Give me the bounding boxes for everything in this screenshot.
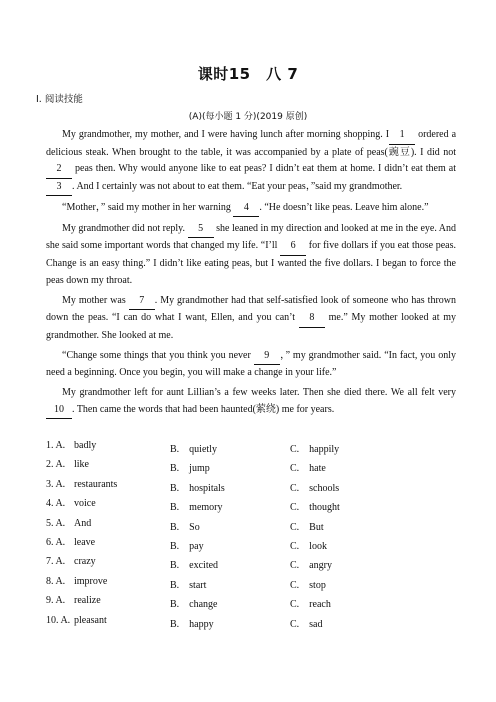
option-row bbox=[46, 537, 466, 556]
blank-6: 6 bbox=[280, 238, 306, 256]
question-number: 9. A. bbox=[46, 595, 66, 607]
blank-9: 9 bbox=[254, 348, 280, 366]
option-a: like bbox=[74, 459, 89, 471]
question-number: 1. A. bbox=[46, 440, 66, 451]
blank-4: 4 bbox=[233, 200, 259, 218]
question-number: 7. A. bbox=[46, 556, 66, 568]
option-b: B. So bbox=[170, 521, 200, 533]
blank-2: 2 bbox=[46, 161, 72, 179]
option-b: B. start bbox=[170, 579, 207, 591]
question-number: 5. A. bbox=[46, 517, 66, 529]
passage-text: peas then. Why would anyone like to eat peas? I didn’t eat them at home. I didn’t eat them at bbox=[75, 163, 457, 175]
option-a: crazy bbox=[74, 556, 96, 568]
option-row bbox=[46, 518, 466, 537]
option-c: C. sad bbox=[290, 618, 323, 630]
passage-text: . My grandmother had that self-satisfied look of someone who has thrown down the peas. “I can do what I want, Ellen, and you can’t bbox=[46, 294, 456, 324]
page-title: 课时15 八 7 bbox=[197, 65, 299, 83]
question-number: 10. A. bbox=[46, 614, 71, 626]
passage-text: ，” my grandmother said. “In fact, you only need a beginning. Once you begin, you will make a change in your life.” bbox=[46, 349, 456, 379]
blank-8: 8 bbox=[299, 310, 325, 328]
paragraph-1 bbox=[46, 127, 456, 196]
option-c: C. look bbox=[290, 540, 327, 552]
passage-text: “Change some things that you think you never bbox=[62, 349, 251, 361]
option-c: C. stop bbox=[290, 579, 326, 591]
option-a: leave bbox=[74, 536, 96, 548]
option-c: C. But bbox=[290, 521, 324, 533]
passage-text: . “He doesn’t like peas. Leave him alone.” bbox=[259, 201, 429, 213]
blank-10: 10 bbox=[46, 402, 72, 420]
blank-5: 5 bbox=[188, 221, 214, 239]
option-b: B. excited bbox=[170, 560, 219, 572]
passage-text: . Then came the words that had been haunted(萦绕) me for years. bbox=[72, 403, 335, 415]
option-row bbox=[46, 479, 466, 498]
option-a: realize bbox=[74, 595, 101, 607]
option-row bbox=[46, 556, 466, 575]
paragraph-5 bbox=[46, 348, 456, 382]
option-a: And bbox=[74, 517, 92, 529]
option-b: B. happy bbox=[170, 618, 214, 630]
blank-3: 3 bbox=[46, 179, 72, 197]
question-number: 6. A. bbox=[46, 536, 66, 548]
option-b: B. pay bbox=[170, 540, 204, 552]
option-b: B. jump bbox=[170, 463, 210, 475]
passage-text: she leaned in my direction and looked at me in the eye. And she said some important words that changed my life. “I’ll bbox=[46, 222, 457, 252]
option-a: pleasant bbox=[74, 614, 107, 626]
answer-options bbox=[46, 440, 466, 634]
option-row bbox=[46, 615, 466, 634]
blank-7: 7 bbox=[129, 293, 155, 311]
exercise-subtitle: (A)(每小题 1 分)(2019 原创) bbox=[188, 112, 308, 122]
option-row bbox=[46, 595, 466, 614]
option-c: C. happily bbox=[290, 444, 340, 455]
passage-text: My grandmother did not reply. bbox=[62, 222, 186, 234]
section-label: Ⅰ. 阅读技能 bbox=[36, 94, 83, 105]
option-row bbox=[46, 440, 466, 459]
option-c: C. angry bbox=[290, 560, 332, 572]
option-a: improve bbox=[74, 575, 108, 587]
paragraph-2 bbox=[46, 200, 456, 218]
option-c: C. hate bbox=[290, 463, 326, 475]
passage-text: My grandmother, my mother, and I were having lunch after morning shopping. I bbox=[62, 129, 390, 140]
passage-text: me.” My mother looked at my grandmother. She looked at me. bbox=[46, 312, 457, 341]
option-b: B. change bbox=[170, 599, 218, 611]
paragraph-4 bbox=[46, 293, 456, 345]
question-number: 8. A. bbox=[46, 575, 66, 587]
question-number: 2. A. bbox=[46, 459, 66, 471]
option-b: B. hospitals bbox=[170, 482, 225, 494]
option-row bbox=[46, 576, 466, 595]
option-a: restaurants bbox=[74, 478, 118, 490]
paragraph-6 bbox=[46, 385, 456, 419]
option-a: badly bbox=[74, 440, 97, 451]
passage-text: . And I certainly was not about to eat them. “Eat your peas，”said my grandmother. bbox=[72, 180, 403, 192]
option-b: B. memory bbox=[170, 502, 223, 514]
reading-passage bbox=[46, 127, 456, 423]
option-c: C. schools bbox=[290, 482, 340, 494]
option-row bbox=[46, 498, 466, 517]
option-c: C. thought bbox=[290, 502, 340, 514]
passage-text: for five dollars if you eat those peas. Change is an easy thing.” I didn’t like eating peas, but I wanted the five dollars. I began to force the peas down my throat. bbox=[46, 240, 457, 286]
blank-1: 1 bbox=[389, 127, 415, 145]
option-a: voice bbox=[74, 498, 96, 510]
passage-text: My grandmother left for aunt Lillian’s a few weeks later. Then she died there. We all felt very bbox=[62, 387, 456, 399]
option-c: C. reach bbox=[290, 599, 331, 611]
option-row bbox=[46, 459, 466, 478]
passage-text: ordered a delicious steak. When brought to the table, it was accompanied by a plate of peas(豌豆). I did not bbox=[46, 129, 457, 158]
paragraph-3 bbox=[46, 221, 456, 289]
passage-text: My mother was bbox=[62, 294, 126, 306]
question-number: 3. A. bbox=[46, 478, 66, 490]
passage-text: “Mother，” said my mother in her warning bbox=[62, 201, 231, 213]
option-b: B. quietly bbox=[170, 444, 217, 455]
question-number: 4. A. bbox=[46, 498, 66, 510]
